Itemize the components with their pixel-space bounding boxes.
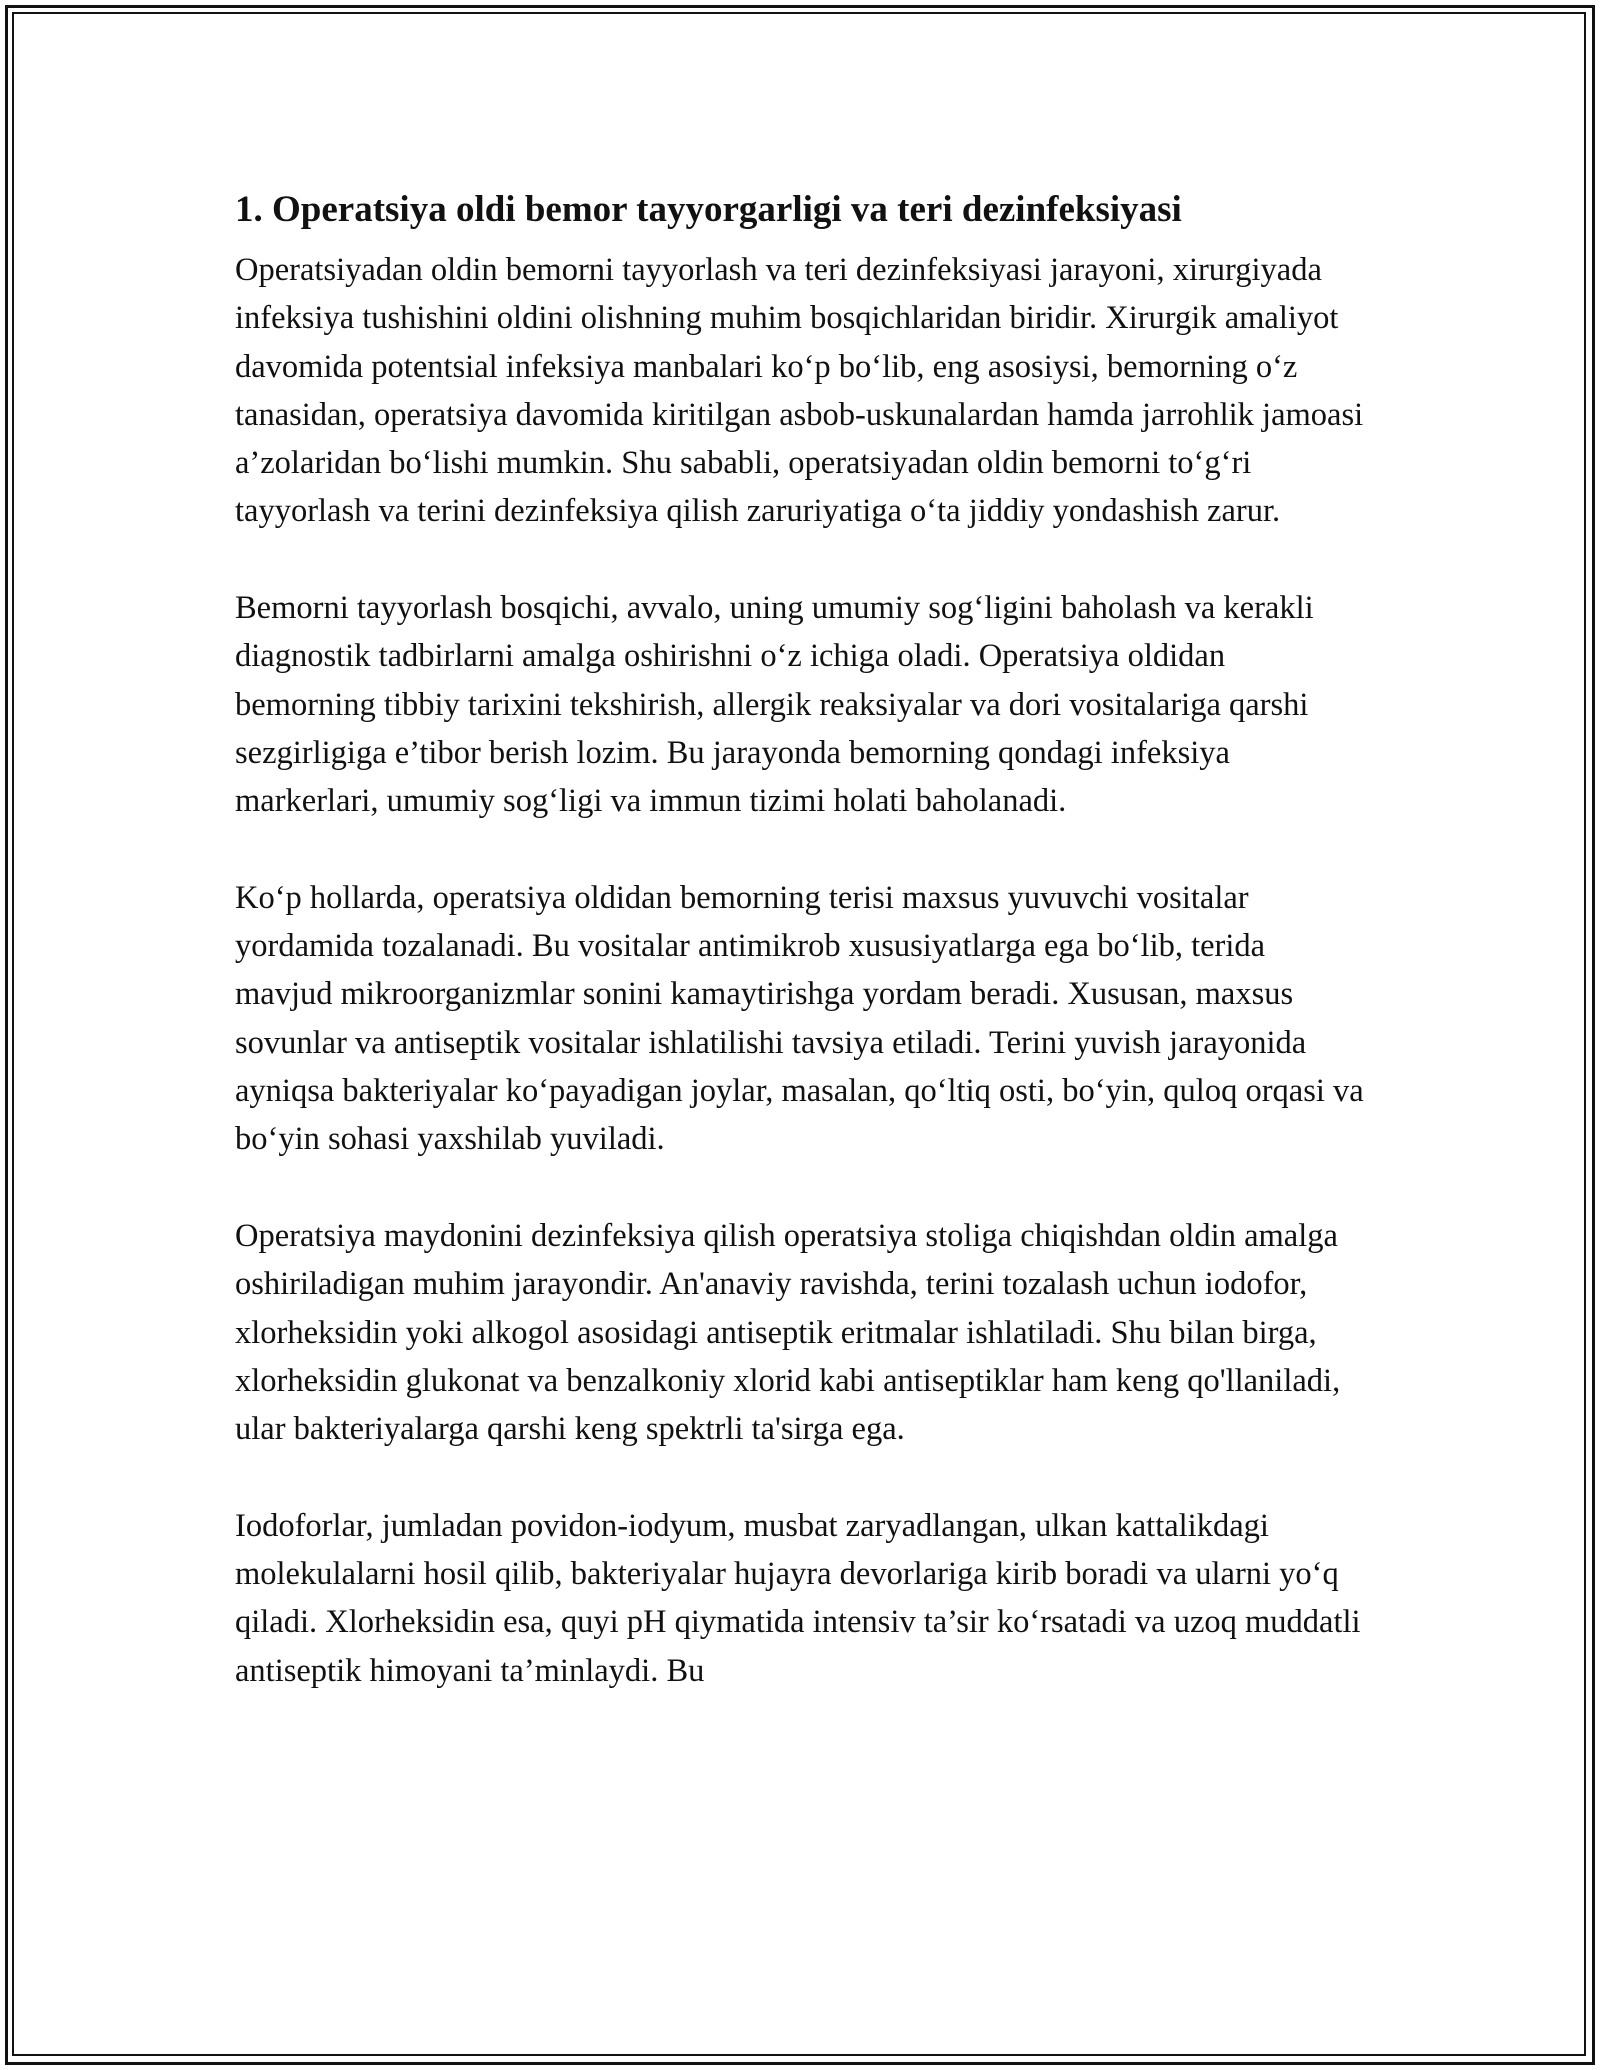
document-body <box>235 186 1370 1695</box>
paragraph-4: Operatsiya maydonini dezinfeksiya qilish operatsiya stoliga chiqishdan oldin amalga oshiriladigan muhim jarayondir. An'anaviy ravishda, terini tozalash uchun iodofor, xlorheksidin yoki alkogol asosidagi antiseptik eritmalar ishlatiladi. Shu bilan birga, xlorheksidin glukonat va benzalkoniy xlorid kabi antiseptiklar ham keng qo'llaniladi, ular bakteriyalarga qarshi keng spektrli ta'sirga ega. <box>235 1217 1341 1448</box>
paragraph-3: Ko‘p hollarda, operatsiya oldidan bemorning terisi maxsus yuvuvchi vositalar yordamida tozalanadi. Bu vositalar antimikrob xususiyatlarga ega bo‘lib, terida mavjud mikroorganizmlar sonini kamaytirishga yordam beradi. Xususan, maxsus sovunlar va antiseptik vositalar ishlatilishi tavsiya etiladi. Terini yuvish jarayonida ayniqsa bakteriyalar ko‘payadigan joylar, masalan, qo‘ltiq osti, bo‘yin, quloq orqasi va bo‘yin sohasi yaxshilab yuviladi. <box>235 879 1364 1158</box>
section-title: 1. Operatsiya oldi bemor tayyorgarligi va teri dezinfeksiyasi <box>235 189 1182 230</box>
paragraph-2: Bemorni tayyorlash bosqichi, avvalo, uning umumiy sog‘ligini baholash va kerakli diagnostik tadbirlarni amalga oshirishni o‘z ichiga oladi. Operatsiya oldidan bemorning tibbiy tarixini tekshirish, allergik reaksiyalar va dori vositalariga qarshi sezgirligiga e’tibor berish lozim. Bu jarayonda bemorning qondagi infeksiya markerlari, umumiy sog‘ligi va immun tizimi holati baholanadi. <box>235 590 1314 820</box>
paragraph-5: Iodoforlar, jumladan povidon-iodyum, musbat zaryadlangan, ulkan kattalikdagi molekulalarni hosil qilib, bakteriyalar hujayra devorlariga kirib boradi va ularni yo‘q qiladi. Xlorheksidin esa, quyi pH qiymatida intensiv ta’sir ko‘rsatadi va uzoq muddatli antiseptik himoyani ta’minlaydi. Bu <box>235 1507 1361 1689</box>
paragraph-1: Operatsiyadan oldin bemorni tayyorlash va teri dezinfeksiyasi jarayoni, xirurgiyada infeksiya tushishini oldini olishning muhim bosqichlaridan biridir. Xirurgik amaliyot davomida potentsial infeksiya manbalari ko‘p bo‘lib, eng asosiysi, bemorning o‘z tanasidan, operatsiya davomida kiritilgan asbob-uskunalardan hamda jarrohlik jamoasi a’zolaridan bo‘lishi mumkin. Shu sababli, operatsiyadan oldin bemorni to‘g‘ri tayyorlash va terini dezinfeksiya qilish zaruriyatiga o‘ta jiddiy yondashish zarur. <box>235 252 1364 530</box>
